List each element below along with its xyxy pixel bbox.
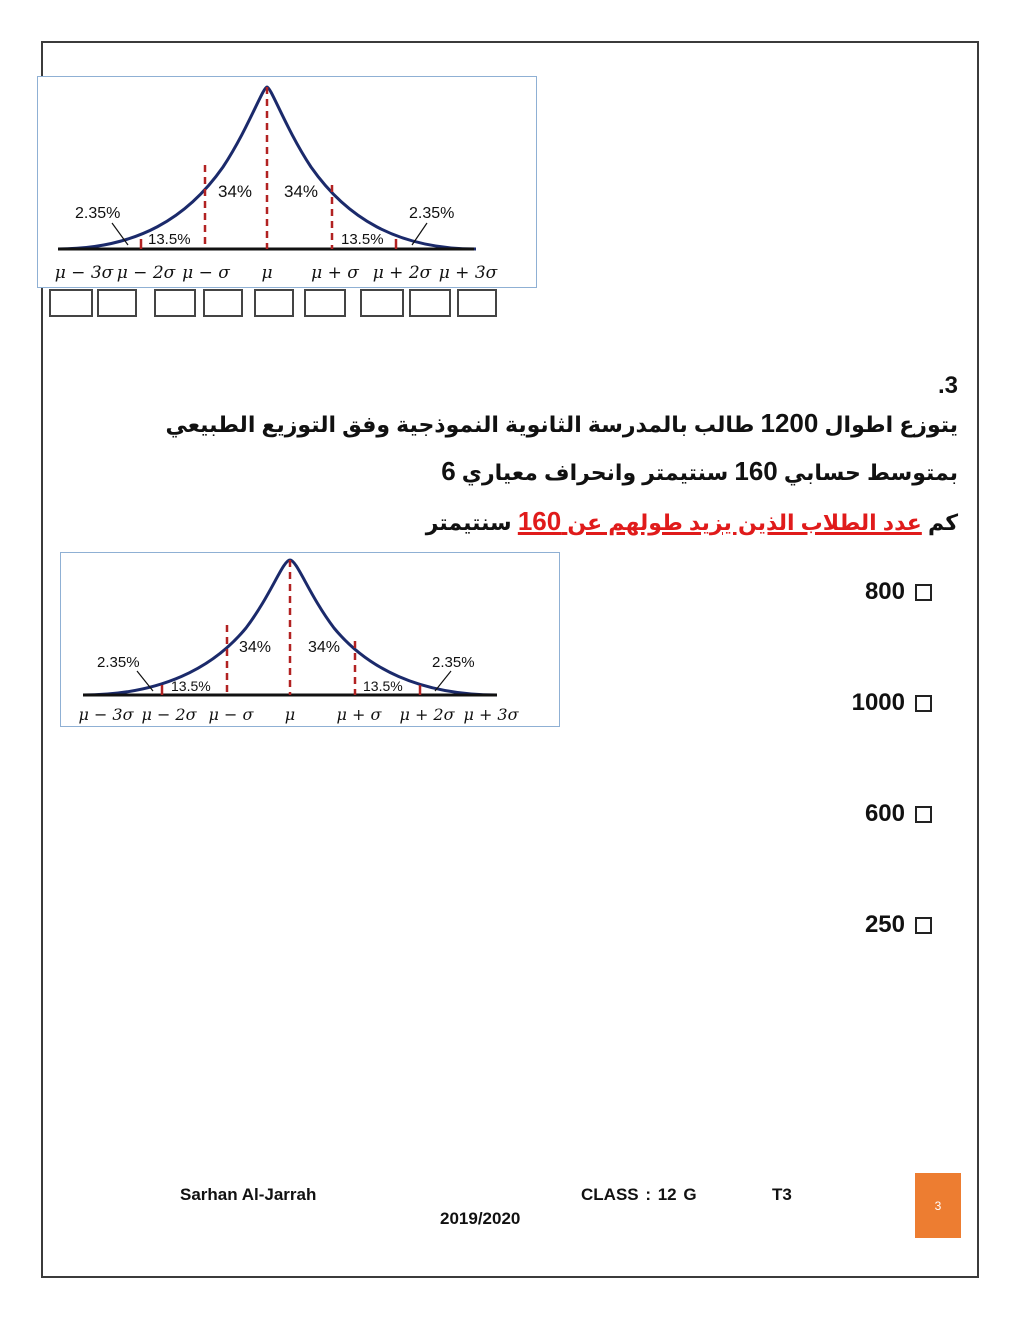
footer-author: Sarhan Al-Jarrah: [180, 1185, 317, 1204]
answer-box[interactable]: [154, 289, 196, 317]
pct-label-tail-right: 2.35%: [432, 654, 475, 671]
question-line-1: يتوزع اطوال 1200 طالب بالمدرسة الثانوية النموذجية وفق التوزيع الطبيعي: [165, 408, 958, 438]
pct-label-tail-left: 2.35%: [75, 205, 121, 222]
option-800[interactable]: [865, 577, 932, 607]
option-value: 1000: [851, 689, 905, 716]
answer-box[interactable]: [203, 289, 243, 317]
tick-label: μ − 3σ: [54, 263, 114, 283]
tick-label: μ − 2σ: [141, 705, 197, 724]
tick-label: μ + 3σ: [463, 705, 519, 724]
pct-label-mid-right: 13.5%: [341, 231, 384, 248]
tick-label: μ + 2σ: [399, 705, 455, 724]
question-number: .3: [937, 372, 958, 399]
page-number-badge: 3: [915, 1173, 961, 1238]
pct-label-center-right: 34%: [308, 639, 341, 656]
pct-label-tail-left: 2.35%: [97, 654, 140, 671]
option-1000[interactable]: [852, 688, 932, 718]
pct-label-center-left: 34%: [239, 639, 272, 656]
normal-distribution-figure-bottom: [60, 552, 560, 727]
answer-box[interactable]: [97, 289, 137, 317]
tick-label: μ + 2σ: [372, 263, 432, 283]
answer-boxes-row: [45, 287, 505, 319]
option-value: 600: [864, 800, 905, 827]
checkbox[interactable]: [915, 584, 932, 601]
answer-box[interactable]: [49, 289, 93, 317]
tail-pointer-right: [435, 671, 451, 691]
footer-class: CLASS : 12 G: [581, 1185, 697, 1204]
answer-box[interactable]: [304, 289, 346, 317]
option-250[interactable]: [865, 910, 932, 940]
pct-label-mid-left: 13.5%: [171, 678, 211, 694]
question-line-2: بمتوسط حسابي 160 سنتيمتر وانحراف معياري 6: [441, 456, 958, 486]
answer-box[interactable]: [254, 289, 294, 317]
pct-label-center-right: 34%: [284, 182, 319, 201]
checkbox[interactable]: [915, 695, 932, 712]
pct-label-mid-right: 13.5%: [363, 678, 403, 694]
question-highlight: عدد الطلاب الذين يزيد طولهم عن 160: [517, 506, 922, 536]
tick-label: μ + σ: [311, 263, 359, 283]
tick-label: μ − σ: [182, 263, 230, 283]
pct-label-center-left: 34%: [218, 182, 253, 201]
tick-label: μ: [284, 705, 296, 724]
option-value: 800: [864, 578, 905, 605]
checkbox[interactable]: [915, 806, 932, 823]
tick-label: μ + σ: [336, 705, 382, 724]
answer-box[interactable]: [409, 289, 451, 317]
pct-label-tail-right: 2.35%: [409, 205, 455, 222]
normal-distribution-figure-top: [37, 76, 537, 288]
tick-label: μ − 3σ: [78, 705, 134, 724]
pct-label-mid-left: 13.5%: [148, 231, 191, 248]
option-value: 250: [864, 911, 905, 938]
footer-term: T3: [772, 1185, 792, 1204]
answer-box[interactable]: [360, 289, 404, 317]
tick-label: μ − σ: [208, 705, 254, 724]
answer-box[interactable]: [457, 289, 497, 317]
footer-year: 2019/2020: [440, 1209, 521, 1228]
checkbox[interactable]: [915, 917, 932, 934]
option-600[interactable]: [865, 799, 932, 829]
tick-label: μ: [261, 263, 273, 283]
tick-label: μ − 2σ: [116, 263, 176, 283]
tick-label: μ + 3σ: [438, 263, 498, 283]
question-line-3: كم عدد الطلاب الذين يزيد طولهم عن 160 سنتيمتر: [425, 506, 958, 536]
